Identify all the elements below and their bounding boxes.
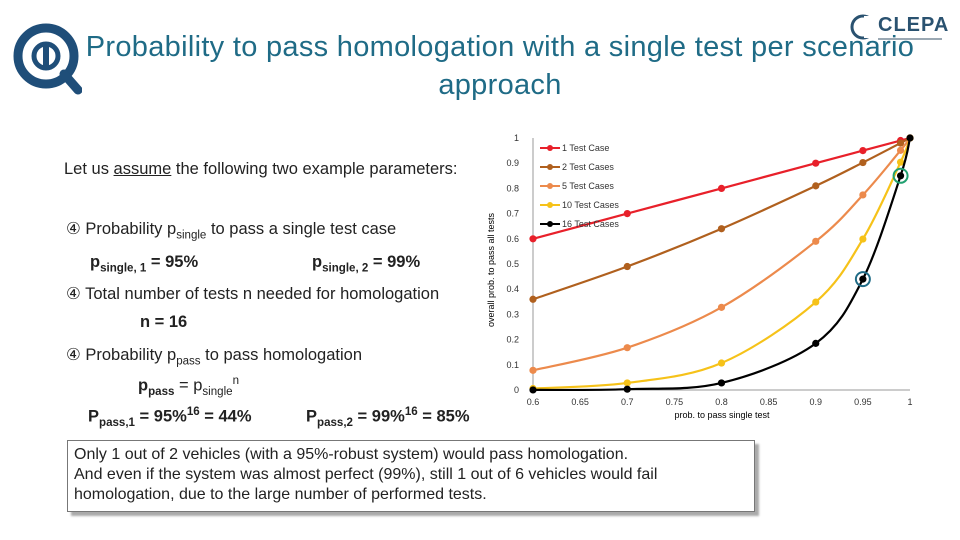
data-point: [529, 235, 536, 242]
x-tick-label: 0.95: [854, 397, 872, 407]
company-logo: [12, 22, 82, 104]
circled-4-icon: ④: [66, 346, 81, 364]
y-tick-label: 0.5: [506, 259, 519, 269]
data-point: [624, 210, 631, 217]
x-tick-label: 0.7: [620, 397, 634, 407]
legend-label: 5 Test Cases: [562, 181, 614, 191]
x-tick-label: 0.8: [715, 397, 728, 407]
data-point: [624, 344, 631, 351]
legend-label: 2 Test Cases: [562, 162, 614, 172]
pass-formula: $p_{pass} = p_{single}^n$: [138, 375, 239, 398]
legend-label: 1 Test Case: [562, 143, 610, 153]
legend-label: 16 Test Cases: [562, 219, 619, 229]
intro-text: Let us assume the following two example parameters:: [64, 160, 458, 178]
y-tick-label: 1: [513, 133, 519, 143]
circled-4-icon: ④: [66, 220, 81, 238]
y-tick-label: 0.7: [506, 208, 519, 219]
legend-marker: [547, 202, 553, 208]
item-total-tests: ④ Total number of tests n needed for homologation: [66, 285, 440, 303]
series-line: [533, 138, 910, 388]
legend-marker: [547, 164, 553, 170]
data-point: [718, 359, 725, 366]
data-point: [897, 172, 904, 179]
conclusion-box: [67, 440, 755, 512]
item-probability-single: ④ Probability $p_{single}$ to pass a single test case: [66, 220, 397, 242]
legend-marker: [547, 145, 553, 151]
legend-marker: [547, 183, 553, 189]
parameters-text: [64, 155, 484, 184]
x-tick-label: 1: [907, 397, 913, 407]
p-single-1: $p_{single, 1} = 95\%$: [90, 253, 199, 275]
clepa-logo-text: CLEPA: [878, 14, 950, 36]
p-pass-2: $P_{pass,2} = 99\%^{16} = 85\%$: [306, 406, 470, 429]
series-5: [529, 134, 913, 393]
y-tick-label: 0.8: [506, 183, 519, 194]
x-tick-label: 0.65: [571, 397, 589, 407]
conclusion-line-1: Only 1 out of 2 vehicles (with a 95%-robust system) would pass homologation.: [74, 446, 629, 463]
x-tick-label: 0.6: [526, 397, 540, 407]
data-point: [529, 386, 536, 393]
probability-chart: [480, 128, 940, 428]
data-point: [859, 147, 866, 154]
item-probability-pass: ④ Probability $p_{pass}$ to pass homologation: [66, 346, 363, 368]
y-axis-label: overall prob. to pass all tests: [486, 212, 496, 328]
series-line: [533, 138, 910, 390]
data-point: [624, 263, 631, 270]
data-point: [718, 225, 725, 232]
series-4: [529, 134, 913, 392]
n-value: n = 16: [140, 313, 188, 331]
data-point: [859, 159, 866, 166]
legend-label: 10 Test Cases: [562, 200, 619, 210]
data-point: [812, 182, 819, 189]
data-point: [718, 304, 725, 311]
data-point: [859, 235, 866, 242]
data-point: [812, 298, 819, 305]
y-tick-label: 0.9: [506, 158, 519, 169]
x-tick-label: 0.85: [759, 397, 778, 407]
data-point: [859, 276, 866, 283]
data-point: [624, 386, 631, 393]
data-point: [906, 134, 913, 141]
conclusion-line-2: And even if the system was almost perfect (99%), still 1 out of 6 vehicles would fail: [74, 466, 658, 483]
page-title: Probability to pass homologation with a single test per scenario approach: [85, 31, 915, 101]
data-point: [624, 379, 631, 386]
y-tick-label: 0.2: [506, 334, 519, 345]
data-point: [812, 160, 819, 167]
x-axis-label: prob. to pass single test: [674, 410, 770, 420]
y-tick-label: 0.3: [506, 309, 519, 320]
y-tick-label: 0.1: [506, 359, 519, 370]
circled-4-icon: ④: [66, 285, 81, 303]
conclusion-line-3: homologation, due to the large number of performed tests.: [74, 486, 487, 503]
data-point: [718, 185, 725, 192]
y-tick-label: 0.6: [506, 233, 519, 244]
data-point: [859, 191, 866, 198]
data-point: [812, 340, 819, 347]
y-tick-label: 0.4: [506, 284, 519, 295]
y-tick-label: 0: [513, 385, 519, 395]
legend-marker: [547, 221, 553, 227]
data-point: [718, 379, 725, 386]
x-tick-label: 0.9: [809, 397, 823, 407]
data-point: [812, 238, 819, 245]
x-tick-label: 0.75: [665, 397, 684, 407]
data-point: [529, 367, 536, 374]
p-single-2: $p_{single, 2} = 99\%$: [312, 253, 421, 275]
p-pass-1: $P_{pass,1} = 95\%^{16} = 44\%$: [88, 406, 252, 429]
data-point: [529, 296, 536, 303]
data-point: [897, 147, 904, 154]
